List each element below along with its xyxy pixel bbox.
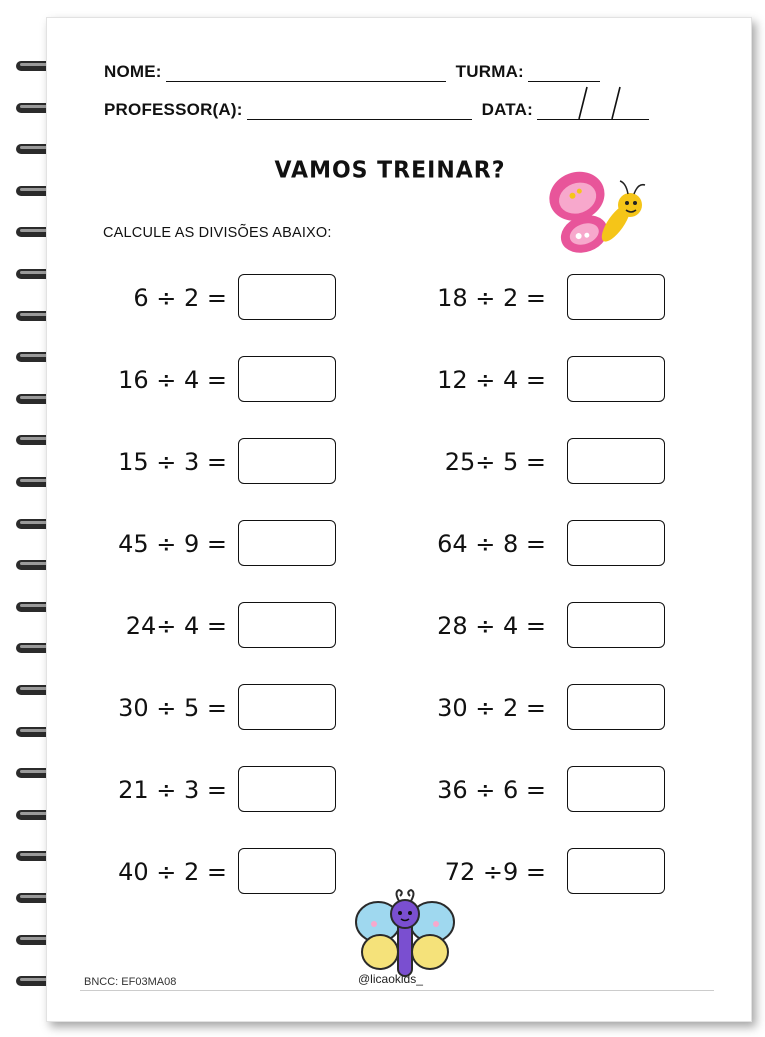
bncc-code: BNCC: EF03MA08 xyxy=(84,976,177,988)
teacher-row xyxy=(104,96,659,120)
answer-box[interactable] xyxy=(567,766,665,812)
division-expression: 15 ÷ 3 = xyxy=(118,448,227,476)
date-slashes xyxy=(537,85,649,119)
class-label: TURMA: xyxy=(455,62,524,81)
answer-box[interactable] xyxy=(567,438,665,484)
division-expression: 6 ÷ 2 = xyxy=(133,284,227,312)
name-row xyxy=(104,58,610,82)
page-title: VAMOS TREINAR? xyxy=(274,157,506,184)
right-exercise-row xyxy=(0,438,765,486)
pink-butterfly-icon xyxy=(548,155,653,260)
answer-box[interactable] xyxy=(567,356,665,402)
right-exercise-row xyxy=(0,602,765,650)
division-expression: 45 ÷ 9 = xyxy=(118,530,227,558)
division-expression: 12 ÷ 4 = xyxy=(437,366,546,394)
teacher-label: PROFESSOR(A): xyxy=(104,100,243,119)
class-field[interactable] xyxy=(528,61,600,82)
division-expression: 24÷ 4 = xyxy=(125,612,227,640)
division-expression: 28 ÷ 4 = xyxy=(437,612,546,640)
division-expression: 64 ÷ 8 = xyxy=(437,530,546,558)
teacher-field[interactable] xyxy=(247,99,472,120)
division-expression: 36 ÷ 6 = xyxy=(437,776,546,804)
blue-butterfly-icon xyxy=(352,888,458,980)
division-expression: 30 ÷ 5 = xyxy=(118,694,227,722)
division-expression: 30 ÷ 2 = xyxy=(437,694,546,722)
answer-box[interactable] xyxy=(567,520,665,566)
division-expression: 21 ÷ 3 = xyxy=(118,776,227,804)
division-expression: 18 ÷ 2 = xyxy=(437,284,546,312)
answer-box[interactable] xyxy=(567,602,665,648)
answer-box[interactable] xyxy=(567,274,665,320)
division-expression: 72 ÷9 = xyxy=(444,858,546,886)
right-exercise-row xyxy=(0,274,765,322)
division-expression: 40 ÷ 2 = xyxy=(118,858,227,886)
right-exercise-row xyxy=(0,684,765,732)
footer-divider xyxy=(80,990,714,991)
instruction-text: CALCULE AS DIVISÕES ABAIXO: xyxy=(103,225,332,241)
division-expression: 16 ÷ 4 = xyxy=(118,366,227,394)
right-exercise-row xyxy=(0,356,765,404)
answer-box[interactable] xyxy=(567,848,665,894)
answer-box[interactable] xyxy=(567,684,665,730)
right-exercise-row xyxy=(0,766,765,814)
right-exercise-row xyxy=(0,520,765,568)
date-label: DATA: xyxy=(481,100,533,119)
author-handle: @licaokids_ xyxy=(358,972,423,986)
name-field[interactable] xyxy=(166,61,446,82)
name-label: NOME: xyxy=(104,62,162,81)
division-expression: 25÷ 5 = xyxy=(444,448,546,476)
date-field[interactable] xyxy=(537,99,649,120)
